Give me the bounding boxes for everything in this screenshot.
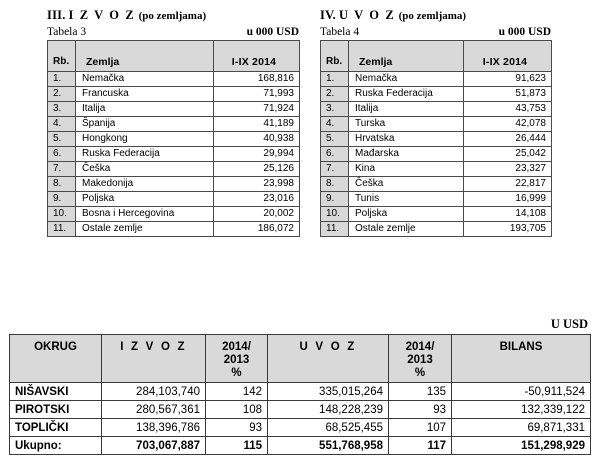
row-index: 2. xyxy=(321,87,349,102)
total-bilans: 151,298,929 xyxy=(452,437,591,455)
izvoz-unit-label: u 000 USD xyxy=(246,26,299,38)
total-okrug: Ukupno: xyxy=(10,437,102,455)
row-country: Nemačka xyxy=(76,72,214,87)
row-bilans: -50,911,524 xyxy=(452,383,591,401)
row-country: Italija xyxy=(349,102,464,117)
okruzi-col-bilans-label: BILANS xyxy=(499,341,543,353)
row-country: Kina xyxy=(349,162,464,177)
row-value: 14,108 xyxy=(464,207,552,222)
row-value: 23,016 xyxy=(214,192,300,207)
table-row xyxy=(48,87,300,102)
row-value: 25,042 xyxy=(464,147,552,162)
row-index: 7. xyxy=(48,162,76,177)
uvoz-subline xyxy=(320,25,551,40)
row-value: 186,072 xyxy=(214,222,300,237)
row-country: Makedonija xyxy=(76,177,214,192)
row-izvoz-pct: 93 xyxy=(206,419,268,437)
okruzi-col-izvoz-pct-label: 2014/ xyxy=(222,341,251,353)
row-index: 9. xyxy=(48,192,76,207)
row-country: Poljska xyxy=(349,207,464,222)
row-value: 41,189 xyxy=(214,117,300,132)
row-country: Češka xyxy=(349,177,464,192)
izvoz-col-zemlja: Zemlja xyxy=(76,41,214,72)
row-value: 42,078 xyxy=(464,117,552,132)
row-index: 4. xyxy=(321,117,349,132)
izvoz-table xyxy=(47,40,300,237)
uvoz-unit-label: u 000 USD xyxy=(498,26,551,38)
uvoz-table xyxy=(320,40,552,237)
izvoz-heading-main: I Z V O Z xyxy=(68,8,136,22)
row-country: Nemačka xyxy=(349,72,464,87)
row-country: Ruska Federacija xyxy=(349,87,464,102)
row-country: Hongkong xyxy=(76,132,214,147)
okruzi-col-uvoz-pct-sub2: % xyxy=(414,367,426,379)
row-index: 1. xyxy=(321,72,349,87)
row-uvoz: 148,228,239 xyxy=(268,401,389,419)
okruzi-col-uvoz-pct-sub: 2013 xyxy=(407,354,433,366)
row-index: 7. xyxy=(321,162,349,177)
uvoz-heading-paren: (po zemljama) xyxy=(398,10,467,22)
row-value: 43,753 xyxy=(464,102,552,117)
okruzi-table-header-row xyxy=(10,335,591,383)
row-value: 71,924 xyxy=(214,102,300,117)
okruzi-unit-label: U USD xyxy=(550,317,588,331)
okruzi-col-izvoz-pct xyxy=(206,335,268,383)
total-izvoz: 703,067,887 xyxy=(102,437,206,455)
okruzi-col-izvoz-label: I Z V O Z xyxy=(120,341,187,353)
row-uvoz-pct: 135 xyxy=(389,383,452,401)
uvoz-col-value: I-IX 2014 xyxy=(464,41,552,72)
row-izvoz-pct: 142 xyxy=(206,383,268,401)
row-value: 16,999 xyxy=(464,192,552,207)
izvoz-heading-roman: III. xyxy=(47,8,66,22)
row-index: 10. xyxy=(321,207,349,222)
row-index: 8. xyxy=(321,177,349,192)
izvoz-col-rb: Rb. xyxy=(48,41,76,72)
row-okrug: NIŠAVSKI xyxy=(10,383,102,401)
okruzi-col-okrug-label: OKRUG xyxy=(34,341,77,353)
total-uvoz-pct: 117 xyxy=(389,437,452,455)
row-uvoz: 335,015,264 xyxy=(268,383,389,401)
izvoz-subline xyxy=(47,25,299,40)
uvoz-table-header-row xyxy=(321,41,552,72)
table-row xyxy=(48,147,300,162)
table-row xyxy=(321,222,552,237)
okruzi-col-uvoz-pct xyxy=(389,335,452,383)
row-izvoz: 284,103,740 xyxy=(102,383,206,401)
okruzi-col-izvoz xyxy=(102,335,206,383)
row-index: 1. xyxy=(48,72,76,87)
table-row xyxy=(48,162,300,177)
row-izvoz: 280,567,361 xyxy=(102,401,206,419)
row-value: 193,705 xyxy=(464,222,552,237)
row-bilans: 132,339,122 xyxy=(452,401,591,419)
table-row xyxy=(48,102,300,117)
table-row xyxy=(48,207,300,222)
table-row xyxy=(321,132,552,147)
row-value: 51,873 xyxy=(464,87,552,102)
table-row xyxy=(321,207,552,222)
okruzi-col-uvoz-label: U V O Z xyxy=(299,341,357,353)
row-index: 9. xyxy=(321,192,349,207)
table-row xyxy=(48,117,300,132)
row-index: 3. xyxy=(48,102,76,117)
row-value: 25,126 xyxy=(214,162,300,177)
row-value: 168,816 xyxy=(214,72,300,87)
okruzi-col-izvoz-pct-sub2: % xyxy=(231,367,242,379)
row-country: Ostale zemlje xyxy=(349,222,464,237)
row-value: 23,327 xyxy=(464,162,552,177)
okruzi-col-uvoz xyxy=(268,335,389,383)
row-country: Hrvatska xyxy=(349,132,464,147)
izvoz-table-header-row xyxy=(48,41,300,72)
izvoz-panel xyxy=(47,8,299,237)
row-value: 23,998 xyxy=(214,177,300,192)
okruzi-col-okrug xyxy=(10,335,102,383)
row-okrug: TOPLIČKI xyxy=(10,419,102,437)
izvoz-tabela-label: Tabela 3 xyxy=(47,26,87,38)
row-country: Ruska Federacija xyxy=(76,147,214,162)
row-country: Italija xyxy=(76,102,214,117)
row-index: 4. xyxy=(48,117,76,132)
table-total-row xyxy=(10,437,591,455)
row-index: 5. xyxy=(321,132,349,147)
table-row xyxy=(48,177,300,192)
table-row xyxy=(48,192,300,207)
row-index: 11. xyxy=(48,222,76,237)
row-uvoz-pct: 93 xyxy=(389,401,452,419)
row-value: 20,002 xyxy=(214,207,300,222)
row-value: 22,817 xyxy=(464,177,552,192)
row-country: Bosna i Hercegovina xyxy=(76,207,214,222)
row-index: 10. xyxy=(48,207,76,222)
okruzi-table xyxy=(9,334,591,455)
row-country: Turska xyxy=(349,117,464,132)
row-value: 91,623 xyxy=(464,72,552,87)
uvoz-heading-roman: IV. xyxy=(320,8,337,22)
row-country: Španija xyxy=(76,117,214,132)
row-country: Francuska xyxy=(76,87,214,102)
table-row xyxy=(10,401,591,419)
row-country: Tunis xyxy=(349,192,464,207)
row-index: 11. xyxy=(321,222,349,237)
row-index: 5. xyxy=(48,132,76,147)
uvoz-col-rb: Rb. xyxy=(321,41,349,72)
row-index: 6. xyxy=(48,147,76,162)
table-row xyxy=(321,192,552,207)
okruzi-col-izvoz-pct-sub: 2013 xyxy=(223,354,250,366)
row-country: Ostale zemlje xyxy=(76,222,214,237)
total-izvoz-pct: 115 xyxy=(206,437,268,455)
row-uvoz: 68,525,455 xyxy=(268,419,389,437)
row-value: 26,444 xyxy=(464,132,552,147)
row-izvoz: 138,396,786 xyxy=(102,419,206,437)
row-value: 40,938 xyxy=(214,132,300,147)
table-row xyxy=(321,177,552,192)
row-value: 29,994 xyxy=(214,147,300,162)
izvoz-heading xyxy=(47,8,299,23)
table-row xyxy=(321,117,552,132)
okruzi-section xyxy=(9,316,590,455)
table-row xyxy=(48,72,300,87)
row-country: Mađarska xyxy=(349,147,464,162)
table-row xyxy=(321,72,552,87)
row-country: Češka xyxy=(76,162,214,177)
uvoz-panel xyxy=(320,8,551,237)
table-row xyxy=(48,222,300,237)
row-okrug: PIROTSKI xyxy=(10,401,102,419)
table-row xyxy=(48,132,300,147)
uvoz-heading-main: U V O Z xyxy=(339,8,396,22)
row-index: 6. xyxy=(321,147,349,162)
table-row xyxy=(321,162,552,177)
table-row xyxy=(10,419,591,437)
row-country: Poljska xyxy=(76,192,214,207)
row-izvoz-pct: 108 xyxy=(206,401,268,419)
table-row xyxy=(321,147,552,162)
total-uvoz: 551,768,958 xyxy=(268,437,389,455)
row-bilans: 69,871,331 xyxy=(452,419,591,437)
uvoz-heading xyxy=(320,8,551,23)
table-row xyxy=(10,383,591,401)
row-uvoz-pct: 107 xyxy=(389,419,452,437)
row-index: 3. xyxy=(321,102,349,117)
table-row xyxy=(321,87,552,102)
row-index: 2. xyxy=(48,87,76,102)
okruzi-col-bilans xyxy=(452,335,591,383)
izvoz-heading-paren: (po zemljama) xyxy=(138,10,207,22)
uvoz-tabela-label: Tabela 4 xyxy=(320,26,360,38)
okruzi-col-uvoz-pct-label: 2014/ xyxy=(405,341,435,353)
table-row xyxy=(321,102,552,117)
row-index: 8. xyxy=(48,177,76,192)
row-value: 71,993 xyxy=(214,87,300,102)
izvoz-col-value: I-IX 2014 xyxy=(214,41,300,72)
uvoz-col-zemlja: Zemlja xyxy=(349,41,464,72)
